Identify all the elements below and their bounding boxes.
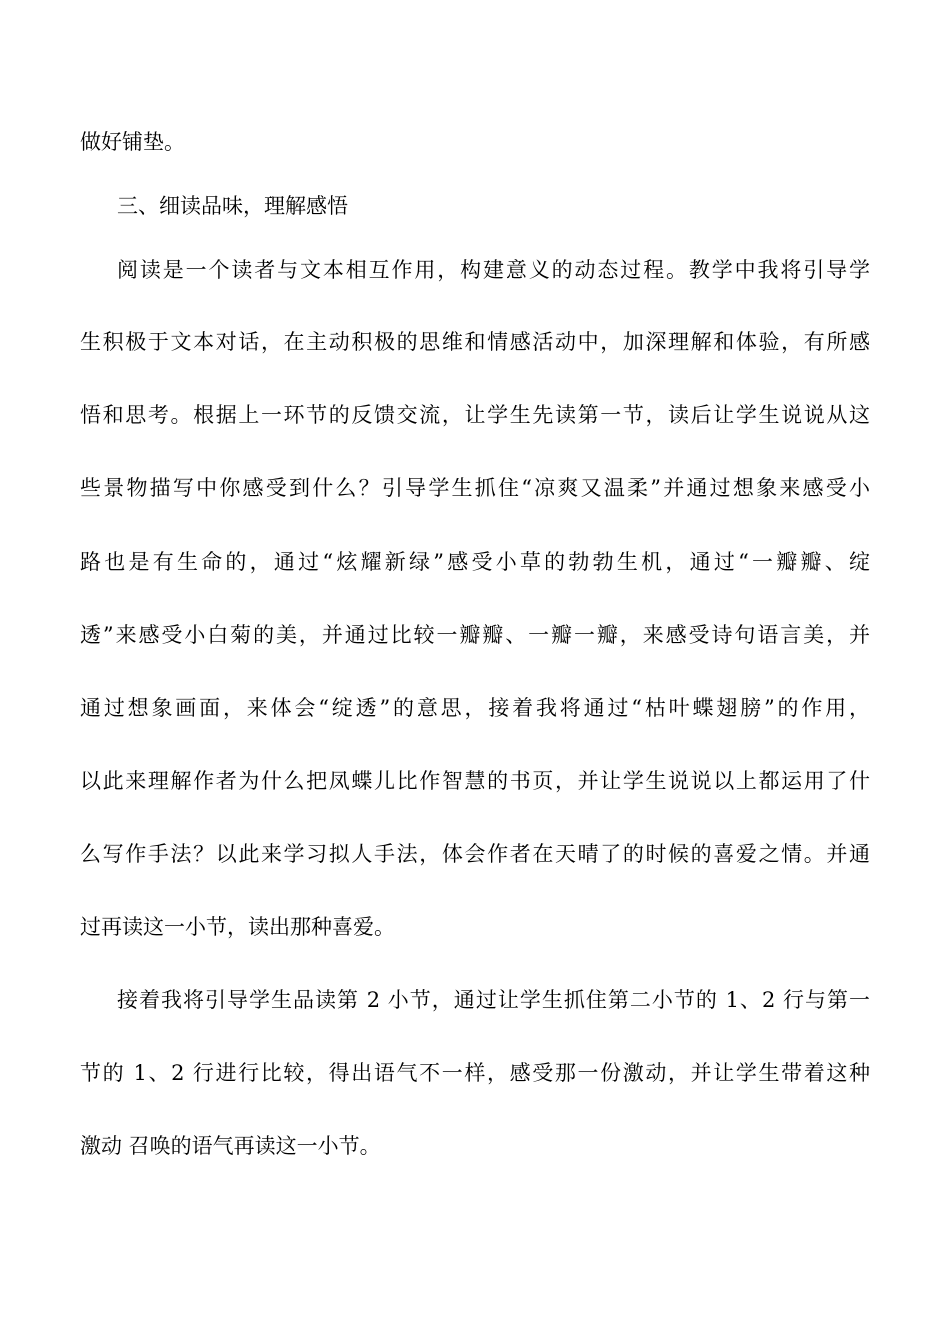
paragraph-line: 过再读这一小节，读出那种喜爱。 [80,915,395,939]
paragraph-line: 阅读是一个读者与文本相互作用，构建意义的动态过程。教学中我将引导学 [117,258,870,282]
paragraph-line: 激动 召唤的语气再读这一小节。 [80,1134,381,1158]
paragraph-line: 透”来感受小白菊的美，并通过比较一瓣瓣、一瓣一瓣，来感受诗句语言美，并 [80,623,870,647]
paragraph-line: 路也是有生命的，通过“炫耀新绿”感受小草的勃勃生机，通过“一瓣瓣、绽 [80,550,870,574]
paragraph-line: 生积极于文本对话，在主动积极的思维和情感活动中，加深理解和体验，有所感 [80,330,870,354]
section-heading: 三、细读品味，理解感悟 [117,194,348,218]
paragraph-line: 么写作手法？以此来学习拟人手法，体会作者在天晴了的时候的喜爱之情。并通 [80,842,870,866]
paragraph-line: 接着我将引导学生品读第 2 小节，通过让学生抓住第二小节的 1、2 行与第一 [117,988,870,1012]
paragraph-line: 悟和思考。根据上一环节的反馈交流，让学生先读第一节，读后让学生说说从这 [80,403,870,427]
paragraph-line: 节的 1、2 行进行比较，得出语气不一样，感受那一份激动，并让学生带着这种 [80,1061,870,1085]
paragraph-line: 些景物描写中你感受到什么？引导学生抓住“凉爽又温柔”并通过想象来感受小 [80,476,870,500]
paragraph-line: 通过想象画面，来体会“绽透”的意思，接着我将通过“枯叶蝶翅膀”的作用， [80,696,870,720]
paragraph-line: 做好铺垫。 [80,130,185,154]
paragraph-line: 以此来理解作者为什么把凤蝶儿比作智慧的书页，并让学生说说以上都运用了什 [80,769,870,793]
